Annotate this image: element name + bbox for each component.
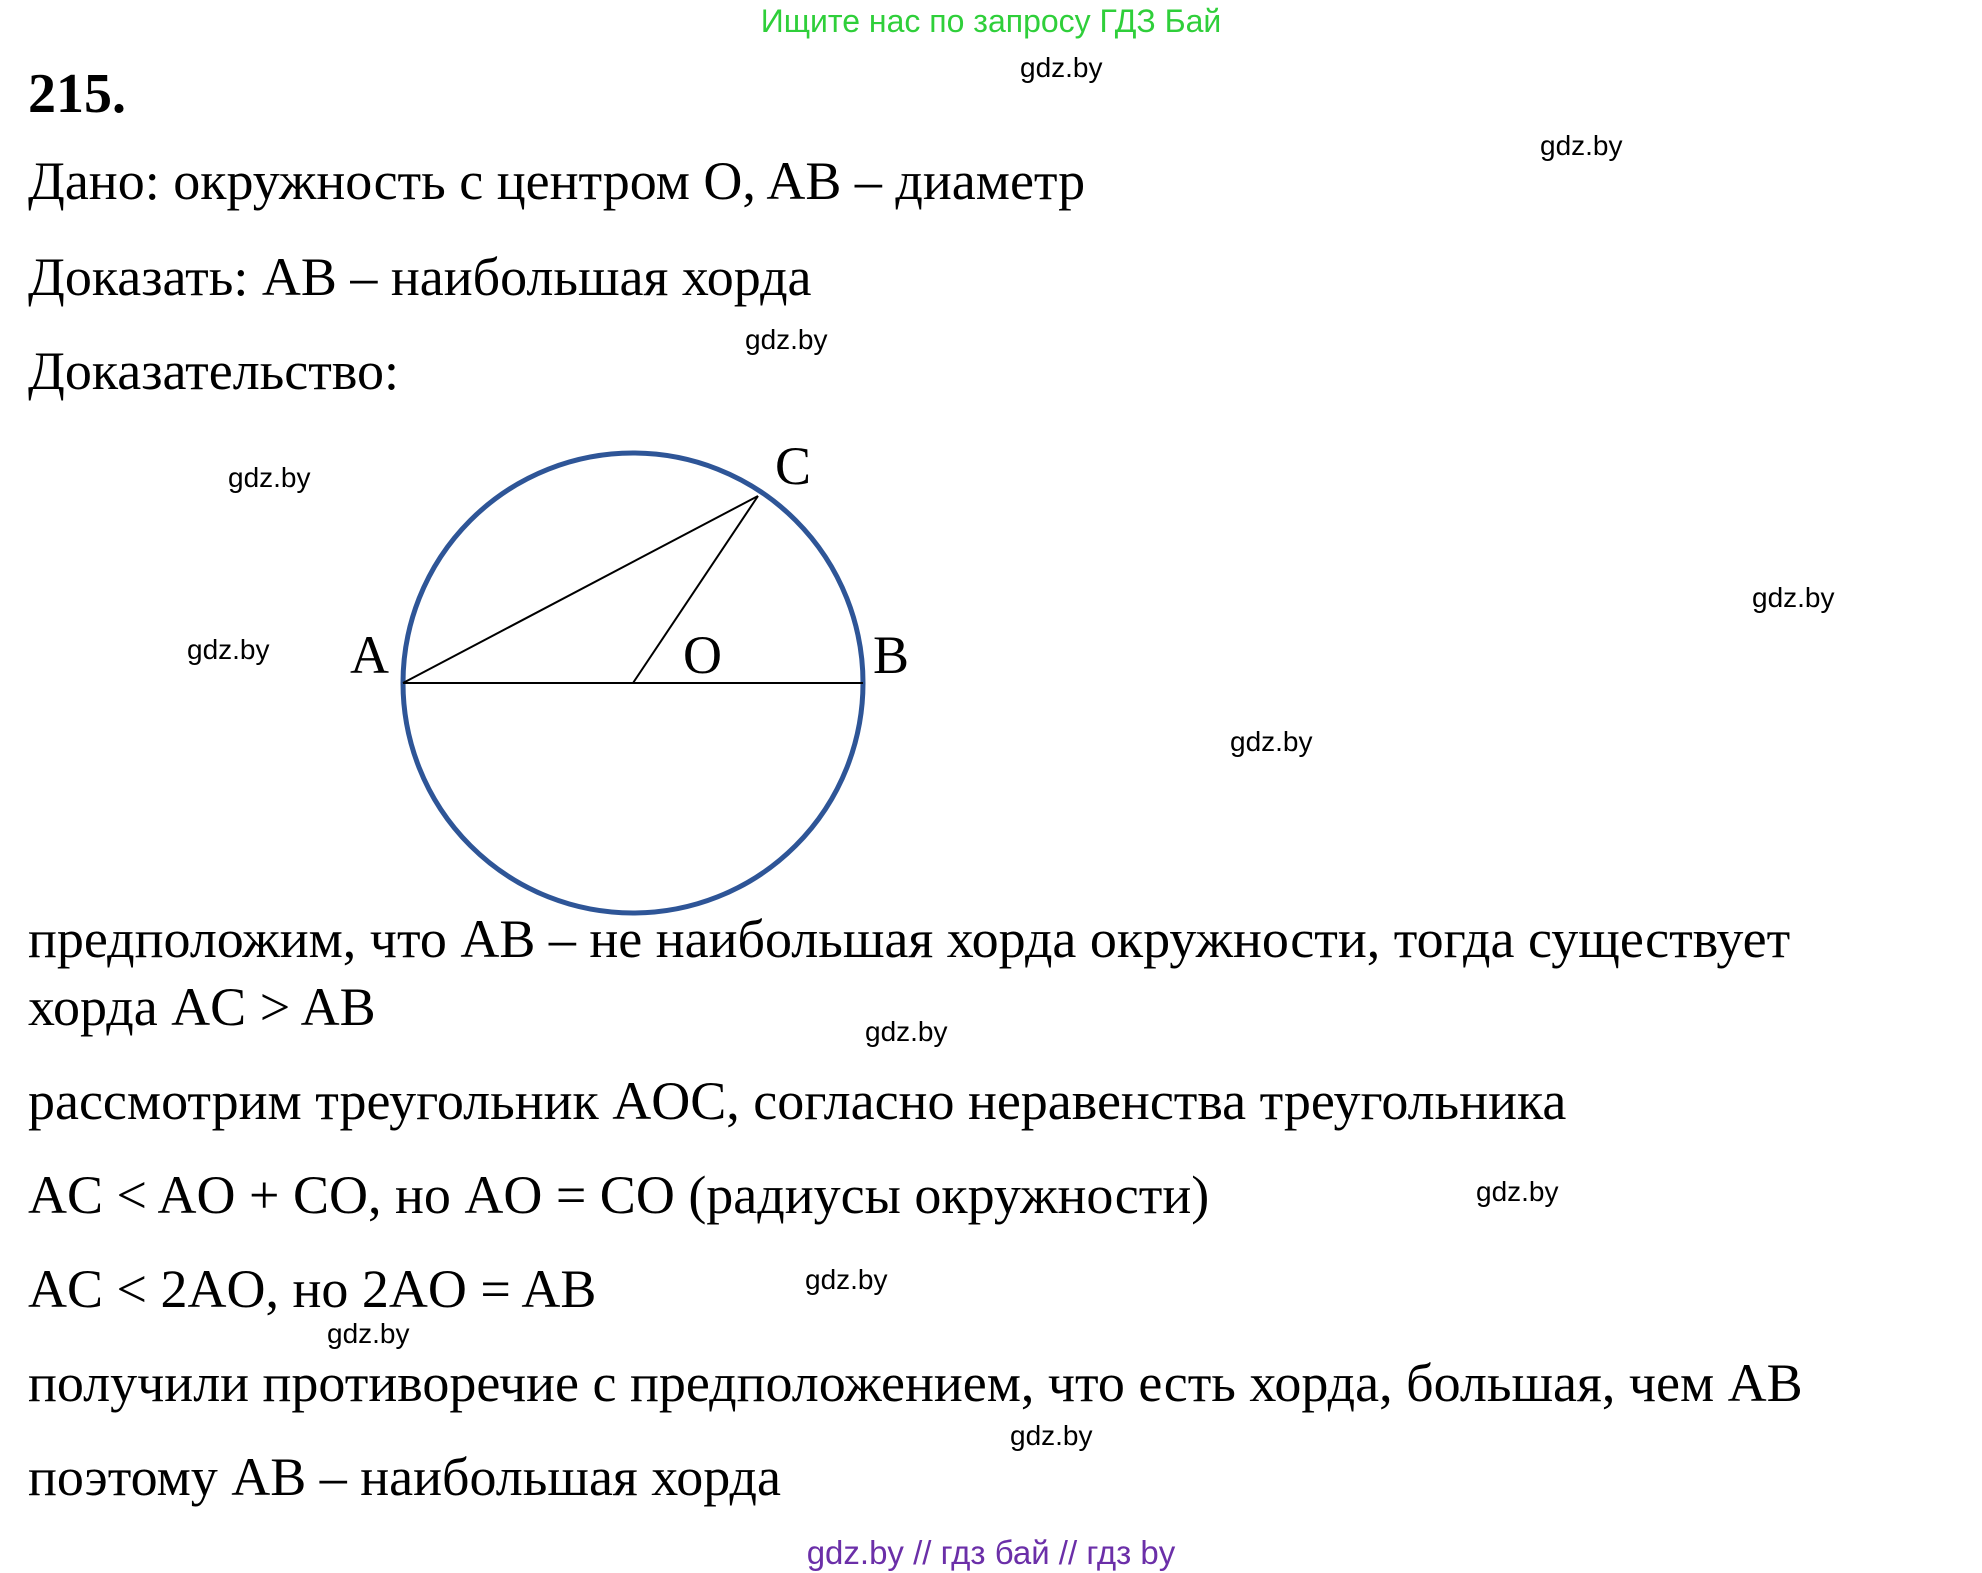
footer-links: gdz.by // гдз бай // гдз by (806, 1534, 1176, 1571)
watermark: gdz.by (1010, 1420, 1093, 1451)
label-a: A (350, 625, 389, 685)
top-banner: Ищите нас по запросу ГДЗ Бай (760, 3, 1222, 39)
watermark: gdz.by (805, 1264, 888, 1295)
proof-line-1: предположим, что AB – не наибольшая хорда окружности, тогда существует (28, 909, 1791, 969)
proof-heading: Доказательство: (28, 341, 399, 401)
watermark: gdz.by (228, 462, 311, 493)
label-o: O (683, 625, 722, 685)
problem-number: 215. (28, 63, 126, 125)
watermark: gdz.by (1540, 130, 1623, 161)
watermark: gdz.by (1020, 52, 1103, 83)
proof-line-6: получили противоречие с предположением, что есть хорда, большая, чем AB (28, 1353, 1803, 1413)
label-c: C (775, 436, 812, 496)
proof-line-5: AC < 2AO, но 2AO = AB (28, 1259, 597, 1319)
proof-line-7: поэтому AB – наибольшая хорда (28, 1447, 781, 1507)
prove-statement: Доказать: AB – наибольшая хорда (28, 247, 812, 307)
watermark: gdz.by (745, 324, 828, 355)
watermark: gdz.by (865, 1016, 948, 1047)
label-b: B (873, 625, 910, 685)
watermark: gdz.by (1752, 582, 1835, 613)
proof-line-3: рассмотрим треугольник AOC, согласно неравенства треугольника (28, 1071, 1567, 1131)
watermark: gdz.by (187, 634, 270, 665)
watermark: gdz.by (1476, 1176, 1559, 1207)
watermark: gdz.by (327, 1318, 410, 1349)
given-statement: Дано: окружность с центром O, AB – диаметр (28, 151, 1086, 211)
proof-line-4: AC < AO + CO, но AO = CO (радиусы окружности) (28, 1165, 1210, 1225)
proof-line-2: хорда AC > AB (28, 977, 376, 1037)
watermark: gdz.by (1230, 726, 1313, 757)
